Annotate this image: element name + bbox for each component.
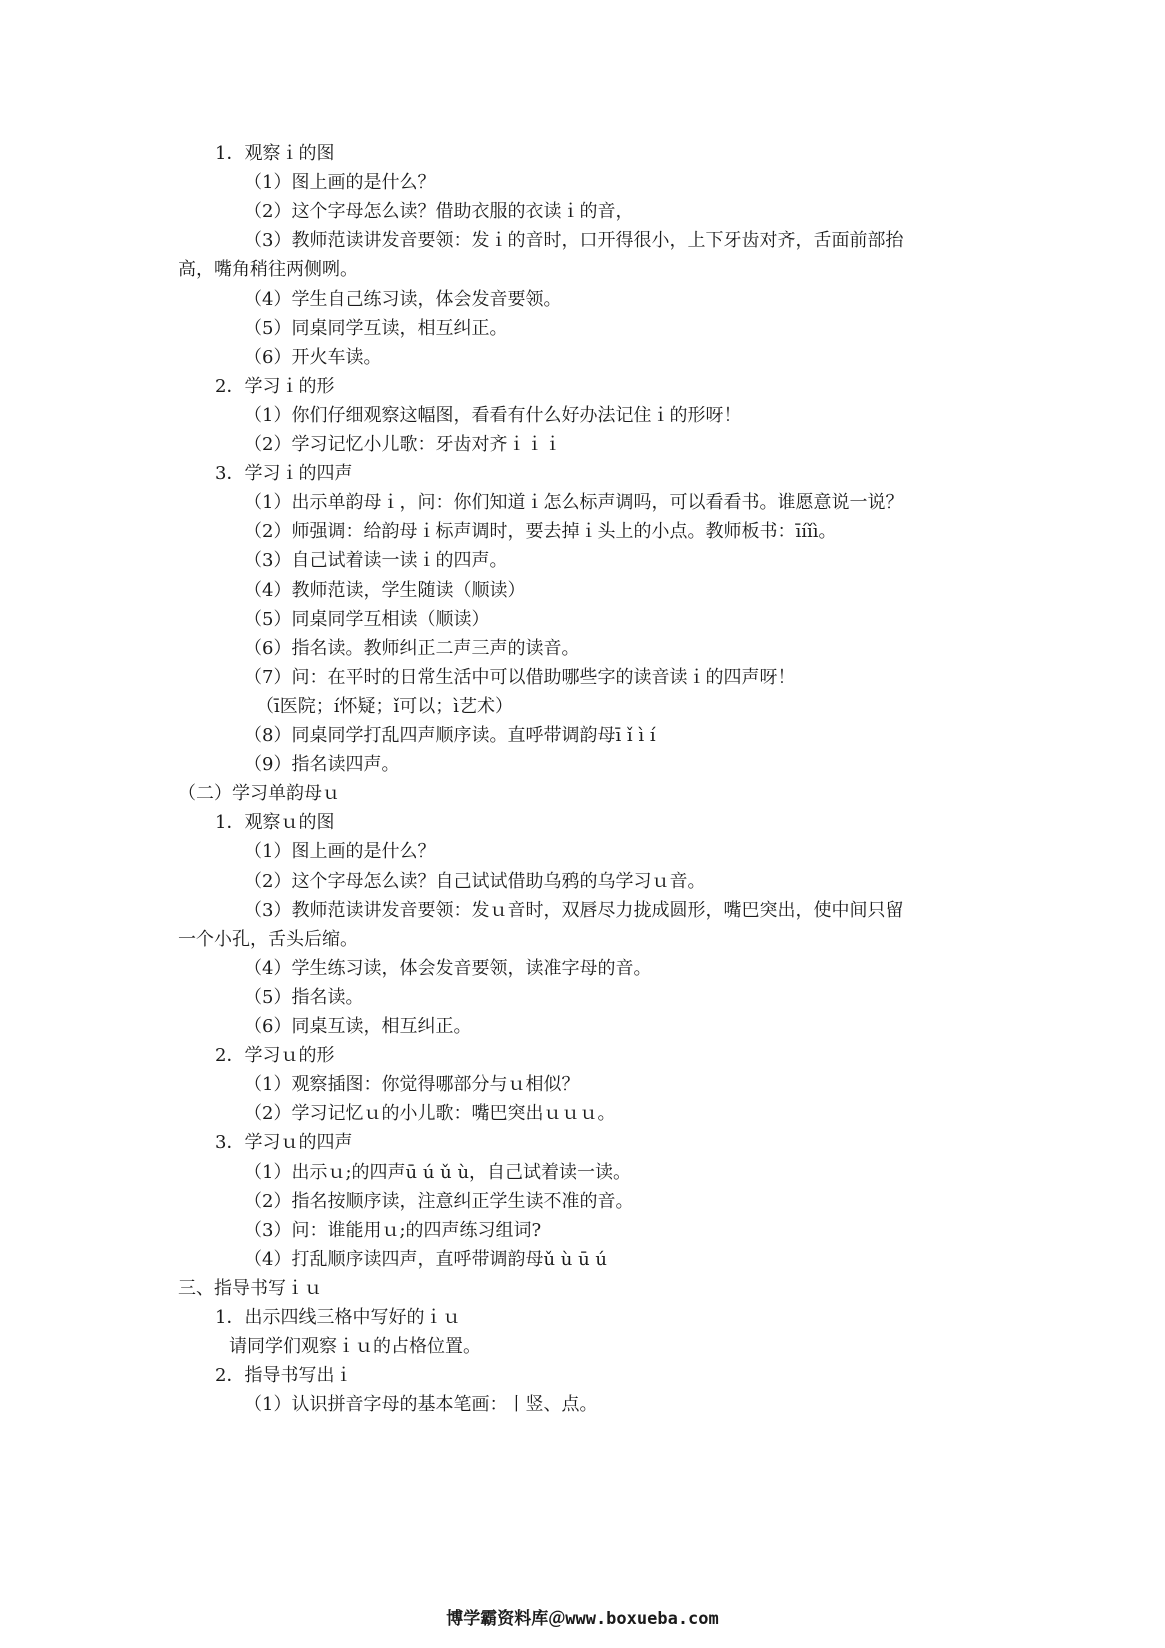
text-line: （1）出示单韵母ｉ，问：你们知道ｉ怎么标声调吗，可以看看书。谁愿意说一说？	[244, 492, 904, 514]
text-line: 2．学习ｕ的形	[215, 1045, 335, 1067]
text-line: 1．观察ｉ的图	[215, 143, 335, 164]
text-line: （1）出示ｕ;的四声ū ú ǔ ù，自己试着读一读。	[244, 1161, 632, 1183]
text-line: （6）开火车读。	[244, 346, 382, 368]
text-line: （2）这个字母怎么读？借助衣服的衣读ｉ的音，	[244, 201, 634, 223]
text-line: （1）图上画的是什么？	[244, 841, 436, 863]
text-line: 三、指导书写ｉｕ	[178, 1277, 322, 1299]
text-line: （7）问：在平时的日常生活中可以借助哪些字的读音读ｉ的四声呀！	[244, 666, 796, 688]
text-line: （1）观察插图：你觉得哪部分与ｕ相似？	[244, 1074, 580, 1096]
text-line: 高，嘴角稍往两侧咧。	[178, 259, 358, 281]
text-line: （2）学习记忆ｕ的小儿歌：嘴巴突出ｕｕｕ。	[244, 1103, 616, 1125]
text-line: （1）图上画的是什么？	[244, 172, 436, 194]
text-line: （6）指名读。教师纠正二声三声的读音。	[244, 637, 580, 659]
text-line: （2）师强调：给韵母ｉ标声调时，要去掉ｉ头上的小点。教师板书：īíǐì。	[244, 521, 837, 543]
text-line: （二）学习单韵母ｕ	[178, 783, 340, 805]
text-line: 3．学习ｉ的四声	[215, 463, 353, 485]
text-line: （2）指名按顺序读，注意纠正学生读不准的音。	[244, 1190, 634, 1212]
text-line: （2）这个字母怎么读？自己试试借助乌鸦的乌学习ｕ音。	[244, 870, 706, 892]
text-line: 一个小孔，舌头后缩。	[178, 928, 358, 950]
text-line: （6）同桌互读，相互纠正。	[244, 1016, 472, 1037]
text-line: （2）学习记忆小儿歌：牙齿对齐ｉｉｉ	[244, 434, 562, 455]
text-line: （3）教师范读讲发音要领：发ｉ的音时，口开得很小，上下牙齿对齐，舌面前部抬	[244, 230, 904, 252]
text-line: （5）同桌同学互相读（顺读）	[244, 608, 490, 630]
text-line: 2．学习ｉ的形	[215, 375, 335, 397]
text-line: （4）打乱顺序读四声，直呼带调韵母ǔ ù ū ú	[244, 1248, 607, 1270]
text-line: 1．观察ｕ的图	[215, 812, 335, 834]
text-line: （8）同桌同学打乱四声顺序读。直呼带调韵母ī ǐ ì í	[244, 725, 656, 746]
text-line: （5）指名读。	[244, 986, 364, 1008]
text-line: （1）认识拼音字母的基本笔画：丨竖、点。	[244, 1394, 598, 1416]
footer-watermark: 博学霸资料库＠www.boxueba.com	[446, 1609, 719, 1629]
text-line: （9）指名读四声。	[244, 754, 400, 776]
text-line: （3）问：谁能用ｕ;的四声练习组词?	[244, 1219, 542, 1241]
text-line: 3．学习ｕ的四声	[215, 1132, 353, 1154]
text-line: （3）教师范读讲发音要领：发ｕ音时，双唇尽力拢成圆形，嘴巴突出，使中间只留	[244, 899, 904, 921]
text-line: （3）自己试着读一读ｉ的四声。	[244, 550, 508, 572]
text-line: （ī医院；í怀疑；ǐ可以；ì艺术）	[256, 695, 514, 717]
text-line: 1．出示四线三格中写好的ｉｕ	[215, 1307, 461, 1328]
text-line: （4）学生自己练习读，体会发音要领。	[244, 288, 562, 310]
text-line: （4）教师范读，学生随读（顺读）	[244, 579, 526, 601]
text-line: （5）同桌同学互读，相互纠正。	[244, 317, 508, 339]
text-line: 2．指导书写出ｉ	[215, 1365, 353, 1387]
text-line: （1）你们仔细观察这幅图，看看有什么好办法记住ｉ的形呀！	[244, 404, 742, 426]
text-line: 请同学们观察ｉｕ的占格位置。	[229, 1336, 481, 1358]
text-line: （4）学生练习读，体会发音要领，读准字母的音。	[244, 957, 652, 979]
